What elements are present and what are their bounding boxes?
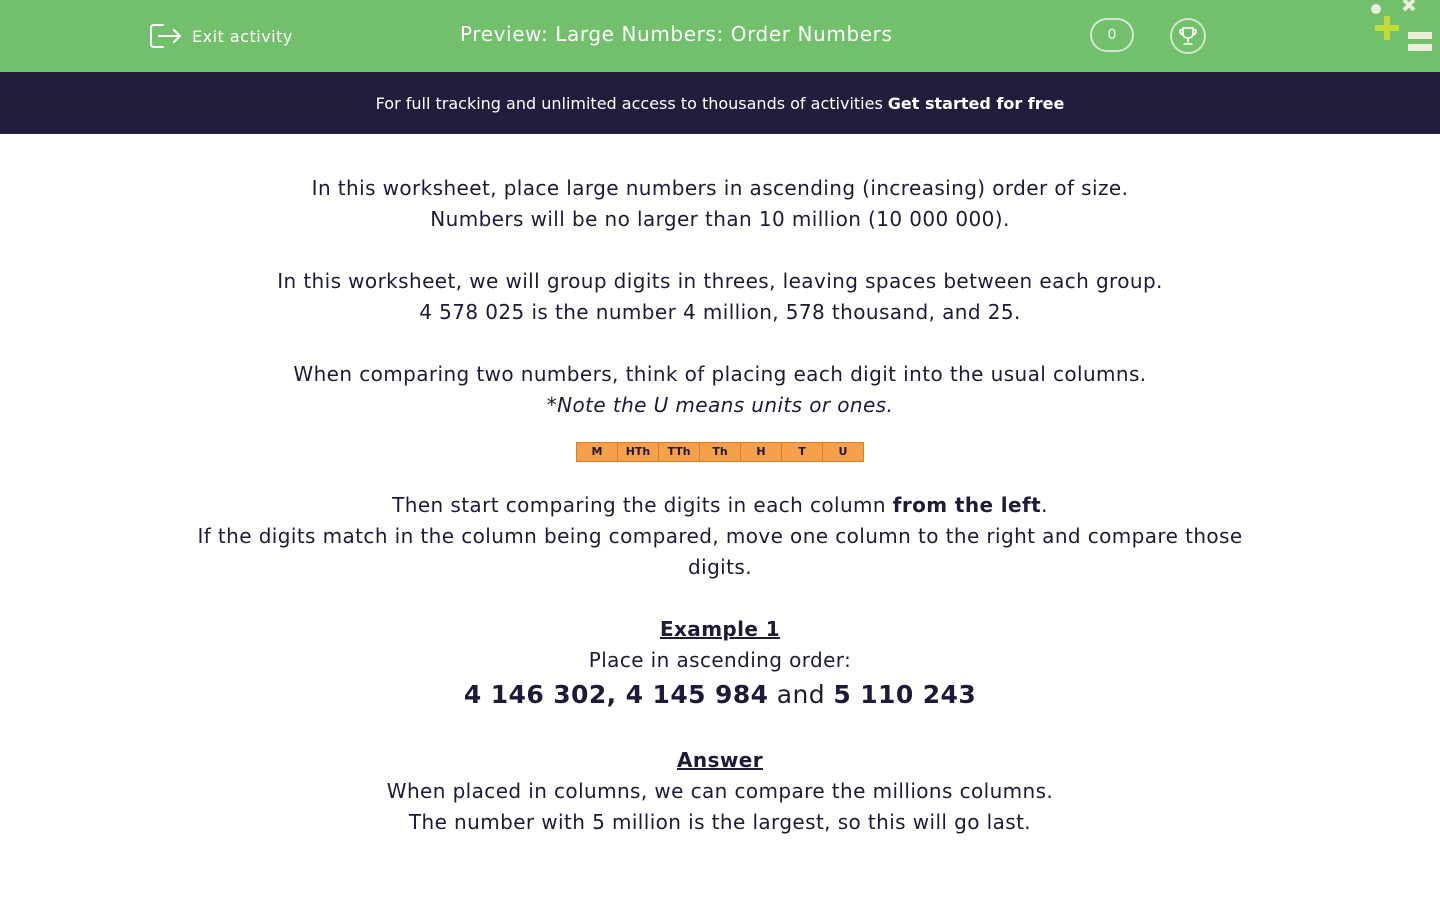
exit-icon [149, 22, 182, 50]
intro-line-2: Numbers will be no larger than 10 million (10 000 000). [430, 207, 1010, 231]
column-th: Th [700, 443, 741, 462]
instruction-end: . [1041, 493, 1048, 517]
column-t: T [782, 443, 823, 462]
units-note: *Note the U means units or ones. [546, 393, 894, 417]
column-tth: TTh [659, 443, 700, 462]
example-numbers [150, 676, 1290, 714]
example-numbers-first: 4 146 302, 4 145 984 [463, 680, 769, 709]
score-badge[interactable]: 0 [1090, 18, 1134, 52]
place-value-columns [150, 442, 1290, 462]
example-numbers-last: 5 110 243 [833, 680, 977, 709]
column-hth: HTh [618, 443, 659, 462]
page-title: Preview: Large Numbers: Order Numbers [460, 22, 893, 46]
example-heading: Example 1 [659, 617, 781, 641]
instruction-start: Then start comparing the digits in each column [392, 493, 893, 517]
grouping-line-1: In this worksheet, we will group digits in threes, leaving spaces between each group. [277, 269, 1163, 293]
intro-line-1: In this worksheet, place large numbers in ascending (increasing) order of size. [311, 176, 1129, 200]
get-started-link[interactable]: Get started for free [887, 93, 1065, 113]
worksheet-content [150, 173, 1290, 838]
column-m: M [577, 443, 618, 462]
example-and: and [768, 680, 834, 709]
brand-logo [1366, 0, 1440, 56]
instruction-emphasis: from the left [892, 493, 1042, 517]
trophy-button[interactable] [1170, 18, 1206, 54]
banner-text: For full tracking and unlimited access to thousands of activities [375, 93, 883, 113]
grouping-line-2: 4 578 025 is the number 4 million, 578 thousand, and 25. [419, 300, 1021, 324]
top-bar [0, 0, 1440, 72]
answer-line-2: The number with 5 million is the largest, so this will go last. [408, 810, 1032, 834]
compare-line: When comparing two numbers, think of placing each digit into the usual columns. [293, 362, 1147, 386]
trophy-icon [1177, 25, 1199, 47]
comparison-instruction [150, 490, 1290, 521]
example-prompt: Place in ascending order: [588, 648, 852, 672]
exit-activity-button[interactable] [149, 20, 293, 52]
exit-activity-label: Exit activity [192, 26, 293, 46]
column-u: U [823, 443, 864, 462]
answer-heading: Answer [677, 748, 763, 772]
column-h: H [741, 443, 782, 462]
promo-banner [0, 72, 1440, 134]
answer-line-1: When placed in columns, we can compare the millions columns. [386, 779, 1054, 803]
matching-digits-instruction: If the digits match in the column being compared, move one column to the right and compare those digits. [197, 524, 1243, 579]
